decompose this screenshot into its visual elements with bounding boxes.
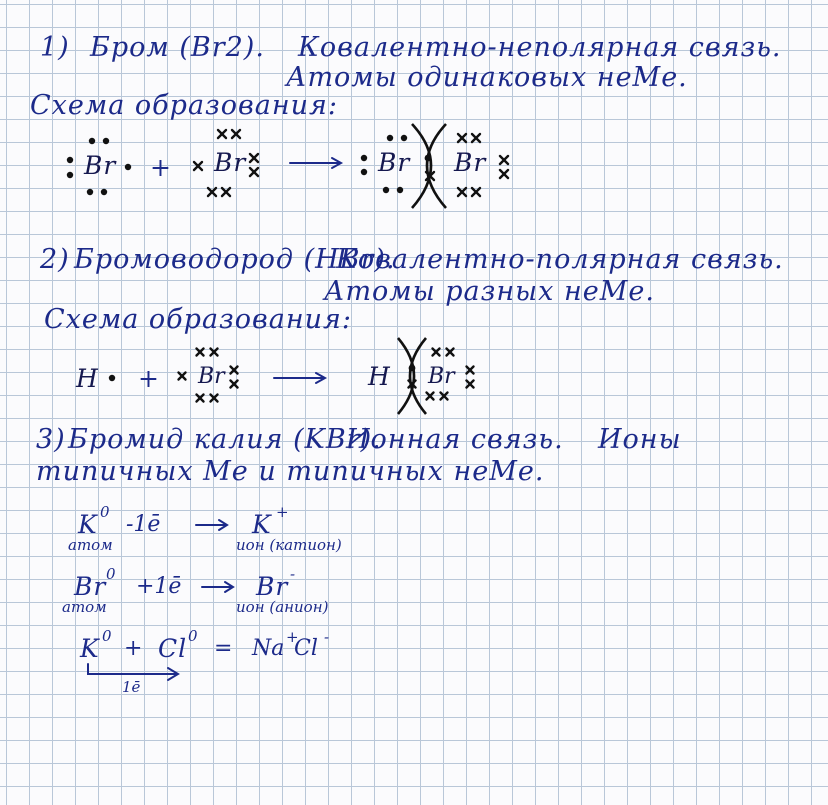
section1-arrow [288,155,348,171]
eq2-arrow [200,580,240,594]
section2-bond-type: Ковалентно-полярная связь. [336,244,784,275]
section1-scheme-label: Схема образования: [30,90,338,121]
eq3-c2: Cl [294,636,318,661]
section1-reason: Атомы одинаковых неМе. [286,62,688,93]
eq3-plus: + [124,636,143,661]
section2-title: Бромоводород (HBr). [74,244,396,275]
eq1-left-sup: 0 [100,503,110,521]
section2-reason: Атомы разных неМе. [324,276,655,307]
eq1-left: K [78,510,98,539]
section3-number: 3) [36,424,66,455]
eq2-right-sup: - [290,565,296,583]
section2-product-electrons [386,334,486,418]
section2-atom-br-electrons [172,340,252,410]
eq3-c1: Na [252,636,285,661]
section1-atom-right-electrons [186,126,276,206]
section1-number: 1) [40,32,70,63]
eq2-left: Br [74,572,107,601]
eq1-right-sub: ион (катион) [236,536,342,554]
section2-atom-h-electron [106,372,118,384]
section1-bond-type: Ковалентно-неполярная связь. [298,32,782,63]
eq3-a-sup: 0 [102,627,112,645]
section2-product-h: H [368,362,391,391]
section2-atom-h: H [76,364,99,393]
eq3-c1-sup: + [286,628,299,646]
section1-product-electrons [350,120,520,215]
eq3-c2-sup: - [324,628,330,646]
section1-atom-left: Br [84,151,117,180]
eq2-op: +1ē [136,574,182,599]
eq1-op: -1ē [126,512,161,537]
section1-atom-right: Br [214,148,247,177]
eq2-left-sup: 0 [106,565,116,583]
section2-product-br: Br [428,364,455,389]
section1-product-right: Br [454,148,487,177]
eq1-arrow [194,518,234,532]
eq2-right-sub: ион (анион) [236,598,329,616]
eq3-b-sup: 0 [188,627,198,645]
section1-plus: + [150,153,172,182]
section2-plus: + [138,364,160,393]
section1-atom-left-electrons [60,130,150,200]
section2-scheme-label: Схема образования: [44,304,352,335]
eq3-a: K [80,634,100,663]
section3-bond-type: Ионная связь. [346,424,564,455]
eq3-transfer-label: 1ē [122,678,141,696]
section2-atom-br: Br [198,364,225,389]
section1-product-left: Br [378,148,411,177]
eq1-right-sup: + [276,503,289,521]
eq2-right: Br [256,572,289,601]
section3-reason-a: Ионы [598,424,682,455]
eq3-equals: = [214,636,233,661]
section3-reason-b: типичных Ме и типичных неМе. [36,456,545,487]
section1-title: Бром (Br2). [90,32,265,63]
section3-title: Бромид калия (KBr). [68,424,382,455]
eq1-left-sub: атом [68,536,113,554]
section2-arrow [272,370,332,386]
eq2-left-sub: атом [62,598,107,616]
eq1-right: K [252,510,272,539]
eq3-b: Cl [158,634,188,663]
section2-number: 2) [40,244,70,275]
